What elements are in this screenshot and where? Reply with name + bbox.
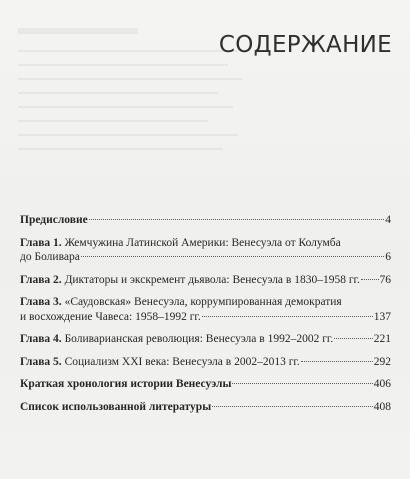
toc-entry-chapter-5[interactable] [20, 355, 391, 370]
toc-entry-label: Список использованной литературы [20, 400, 212, 413]
toc-entry-label: Глава 3. [20, 296, 62, 308]
dot-leader [334, 338, 373, 339]
dot-leader [89, 219, 385, 220]
toc-entry-label: Глава 1. [20, 236, 62, 249]
toc-page-number: 406 [373, 378, 391, 390]
toc-entry-bibliography[interactable] [20, 400, 391, 415]
page-title: СОДЕРЖАНИЕ [218, 32, 392, 58]
reverse-side-show-through [18, 28, 248, 178]
toc-entry-title: «Саудовская» Венесуэла, коррумпированная демократия [64, 296, 342, 308]
toc-entry-chapter-4[interactable] [20, 332, 391, 347]
toc-entry-title: Жемчужина Латинской Америки: Венесуэла от Колумба [64, 236, 341, 249]
toc-page-number: 76 [379, 273, 391, 286]
dot-leader [232, 383, 372, 384]
toc-entry-chapter-1[interactable] [20, 236, 391, 265]
toc-entry-title-continued: до Боливара [20, 251, 80, 263]
toc-entry-label: Глава 5. [20, 355, 62, 368]
toc-page-number: 292 [373, 355, 391, 368]
toc-entry-preface[interactable] [20, 213, 391, 228]
toc-page-number: 137 [373, 310, 391, 323]
toc-page-number: 4 [385, 214, 391, 226]
toc-page-number: 6 [385, 251, 391, 263]
toc-entry-title-continued: и восхождение Чавеса: 1958–1992 гг. [20, 310, 201, 323]
toc-entry-label: Краткая хронология истории Венесуэлы [20, 378, 232, 390]
toc-page-number: 408 [373, 400, 391, 413]
table-of-contents [20, 213, 391, 422]
dot-leader [212, 406, 373, 407]
toc-entry-chapter-2[interactable] [20, 273, 391, 288]
dot-leader [301, 361, 373, 362]
dot-leader [81, 256, 384, 257]
toc-entry-chapter-3[interactable] [20, 295, 391, 324]
toc-entry-title: Боливарианская революция: Венесуэла в 1992–2002 гг. [64, 333, 334, 345]
toc-entry-chronology[interactable] [20, 377, 391, 392]
dot-leader [361, 279, 379, 280]
toc-entry-label: Глава 4. [20, 333, 62, 345]
toc-entry-title: Диктаторы и экскремент дьявола: Венесуэла в 1830–1958 гг. [64, 273, 360, 286]
toc-entry-title: Социализм XXI века: Венесуэла в 2002–2013 гг. [64, 355, 300, 368]
toc-page-number: 221 [373, 333, 391, 345]
toc-entry-label: Глава 2. [20, 273, 62, 286]
toc-entry-label: Предисловие [20, 214, 88, 226]
dot-leader [202, 316, 373, 317]
